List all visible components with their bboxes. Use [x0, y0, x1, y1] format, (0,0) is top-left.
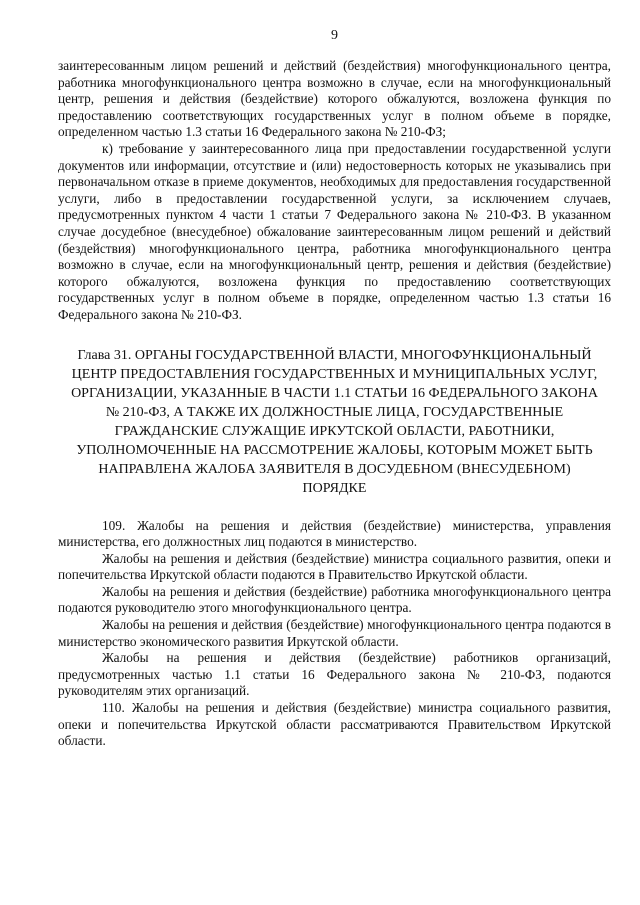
paragraph-continuation: заинтересованным лицом решений и действий (бездействия) многофункционального центра, работника многофункционального центра возможно в случае, если на многофункциональный центр, решения и действия (бездействие) которого обжалуются, возложена функция по предоставлению соответствующих государственных услуг в полном объеме в порядке, определенном частью 1.3 статьи 16 Федерального закона № 210-ФЗ; — [58, 58, 611, 140]
paragraph-mfc-complaints: Жалобы на решения и действия (бездействие) многофункционального центра подаются в министерство экономического развития Иркутской области. — [58, 617, 611, 649]
paragraph-110: 110. Жалобы на решения и действия (бездействие) министра социального развития, опеки и попечительства Иркутской области рассматриваются Правительством Иркутской области. — [58, 700, 611, 749]
paragraph-109: 109. Жалобы на решения и действия (бездействие) министерства, управления министерства, его должностных лиц подаются в министерство. — [58, 517, 611, 550]
page-number: 9 — [331, 28, 338, 43]
paragraph-minister-complaints: Жалобы на решения и действия (бездействие) министра социального развития, опеки и попечительства Иркутской области подаются в Правительство Иркутской области. — [58, 550, 611, 583]
paragraph-item-k: к) требование у заинтересованного лица при предоставлении государственной услуги документов или информации, отсутствие и (или) недостоверность которых не указывались при первоначальном отказе в приеме документов, необходимых для предоставления государственной услуги, либо в предоставлении государственной услуги, за исключением случаев, предусмотренных пунктом 4 части 1 статьи 7 Федерального закона № 210-ФЗ. В указанном случае досудебное (внесудебное) обжалование заинтересованным лицом решений и действий (бездействия) многофункционального центра, работника многофункционального центра возможно в случае, если на многофункциональный центр, решения и действия (бездействие) которого обжалуются, возложена функция по предоставлению соответствующих государственных услуг в полном объеме в порядке, определенном частью 1.3 статьи 16 Федерального закона № 210-ФЗ. — [58, 140, 611, 322]
paragraph-organization-complaints: Жалобы на решения и действия (бездействие) работников организаций, предусмотренных частью 1.1 статьи 16 Федерального закона № 210-ФЗ, подаются руководителям этих организаций. — [58, 650, 611, 699]
chapter-title: Глава 31. ОРГАНЫ ГОСУДАРСТВЕННОЙ ВЛАСТИ, МНОГОФУНКЦИОНАЛЬНЫЙ ЦЕНТР ПРЕДОСТАВЛЕНИЯ ГОСУДАРСТВЕННЫХ И МУНИЦИПАЛЬНЫХ УСЛУГ, ОРГАНИЗАЦИИ, УКАЗАННЫЕ В ЧАСТИ 1.1 СТАТЬИ 16 ФЕДЕРАЛЬНОГО ЗАКОНА № 210-ФЗ, А ТАКЖЕ ИХ ДОЛЖНОСТНЫЕ ЛИЦА, ГОСУДАРСТВЕННЫЕ ГРАЖДАНСКИЕ СЛУЖАЩИЕ ИРКУТСКОЙ ОБЛАСТИ, РАБОТНИКИ, УПОЛНОМОЧЕННЫЕ НА РАССМОТРЕНИЕ ЖАЛОБЫ, КОТОРЫМ МОЖЕТ БЫТЬ НАПРАВЛЕНА ЖАЛОБА ЗАЯВИТЕЛЯ В ДОСУДЕБНОМ (ВНЕСУДЕБНОМ) ПОРЯДКЕ — [71, 347, 598, 496]
paragraph-mfc-worker-complaints: Жалобы на решения и действия (бездействие) работника многофункционального центра подаются руководителю этого многофункционального центра. — [58, 583, 611, 616]
